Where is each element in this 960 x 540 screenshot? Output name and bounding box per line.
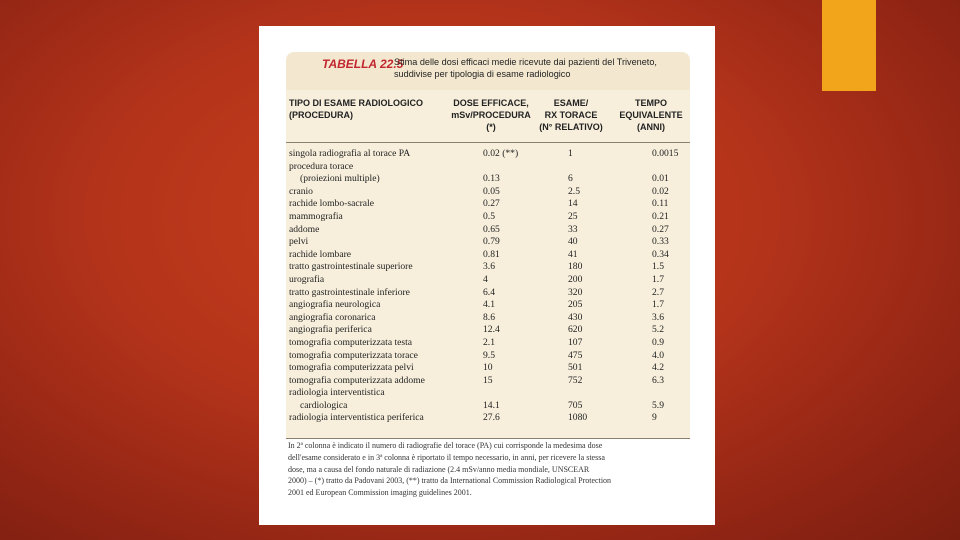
- cell-relative: 620: [568, 324, 583, 336]
- footnote-line: dell'esame considerato e in 3ª colonna è riportato il tempo necessario, in anni, per ricevere la stessa: [288, 452, 605, 462]
- dose-table: [286, 90, 690, 438]
- cell-exam: angiografia periferica: [289, 324, 372, 336]
- table-caption: [286, 52, 690, 90]
- header-divider: [286, 142, 690, 143]
- table-footnote: [288, 440, 692, 499]
- footnote-divider: [286, 438, 690, 439]
- cell-dose: 0.65: [483, 223, 500, 235]
- cell-relative: 40: [568, 236, 578, 248]
- cell-relative: 501: [568, 362, 583, 374]
- cell-years: 3.6: [652, 311, 664, 323]
- cell-exam: tratto gastrointestinale inferiore: [289, 286, 410, 298]
- cell-relative: 205: [568, 299, 583, 311]
- table-row: [286, 274, 690, 287]
- cell-years: 0.0015: [652, 148, 679, 159]
- cell-exam: addome: [289, 223, 320, 235]
- cell-years: 6.3: [652, 374, 664, 386]
- table-row: [286, 387, 690, 400]
- cell-relative: 180: [568, 261, 583, 273]
- cell-exam: tomografia computerizzata addome: [289, 374, 425, 386]
- cell-relative: 41: [568, 248, 578, 260]
- cell-exam: procedura torace: [289, 160, 354, 172]
- cell-dose: 2.1: [483, 336, 495, 348]
- footnote-line: In 2ª colonna è indicato il numero di radiografie del torace (PA) cui corrisponde la medesima dose: [288, 441, 603, 450]
- cell-relative: 33: [568, 223, 578, 235]
- table-row: [286, 173, 690, 186]
- cell-dose: 0.81: [483, 248, 500, 260]
- cell-exam: radiologia interventistica: [289, 387, 385, 399]
- cell-dose: 4.1: [483, 299, 495, 311]
- cell-years: 0.33: [652, 236, 669, 248]
- table-row: [286, 211, 690, 224]
- cell-relative: 6: [568, 173, 573, 185]
- cell-exam: tomografia computerizzata testa: [289, 336, 413, 348]
- table-row: [286, 324, 690, 337]
- cell-exam: angiografia coronarica: [289, 311, 376, 323]
- table-row: [286, 236, 690, 249]
- cell-years: 4.2: [652, 362, 664, 374]
- cell-dose: 4: [483, 273, 488, 285]
- cell-years: 9: [652, 412, 657, 424]
- cell-exam: tratto gastrointestinale superiore: [289, 261, 413, 273]
- cell-dose: 6.4: [483, 286, 495, 298]
- table-title: Stima delle dosi efficaci medie ricevute dai pazienti del Triveneto, suddivise per tipologia di esame radiologico: [394, 57, 657, 80]
- cell-years: 1.7: [652, 299, 664, 311]
- cell-exam: urografia: [289, 273, 325, 285]
- table-row: [286, 161, 690, 174]
- cell-dose: 0.13: [483, 173, 500, 185]
- table-row: [286, 224, 690, 237]
- cell-dose: 27.6: [483, 412, 500, 424]
- cell-exam: tomografia computerizzata torace: [289, 349, 418, 361]
- cell-years: 0.21: [652, 210, 669, 222]
- cell-dose: 12.4: [483, 324, 500, 336]
- cell-exam: mammografia: [289, 210, 343, 222]
- cell-exam: cardiologica: [300, 399, 348, 411]
- cell-dose: 14.1: [483, 399, 500, 411]
- footnote-line: dose, ma a causa del fondo naturale di radiazione (2.4 mSv/anno media mondiale, UNSCEAR: [288, 464, 590, 474]
- cell-dose: 10: [483, 362, 493, 374]
- header-effective-dose: DOSE EFFICACE, mSv/PROCEDURA (*): [451, 98, 531, 132]
- cell-years: 0.11: [652, 198, 669, 210]
- cell-exam: rachide lombare: [289, 248, 352, 260]
- table-row: [286, 287, 690, 300]
- cell-dose: 3.6: [483, 261, 495, 273]
- cell-relative: 25: [568, 210, 578, 222]
- header-equivalent-time: TEMPO EQUIVALENTE (ANNI): [619, 98, 683, 132]
- cell-years: 0.01: [652, 173, 669, 185]
- cell-dose: 0.02 (**): [483, 148, 519, 159]
- cell-dose: 8.6: [483, 311, 495, 323]
- footnote-line: 2000) – (*) tratto da Padovani 2003, (**) tratto da International Commission Radiological Protection: [288, 476, 612, 486]
- cell-dose: 0.05: [483, 185, 500, 197]
- table-row: [286, 261, 690, 274]
- table-row: [286, 337, 690, 350]
- cell-exam: cranio: [289, 185, 313, 197]
- table-row: [286, 412, 690, 425]
- cell-exam: rachide lombo-sacrale: [289, 198, 374, 210]
- cell-years: 5.9: [652, 399, 664, 411]
- cell-years: 1.5: [652, 261, 664, 273]
- cell-exam: (proiezioni multiple): [300, 173, 380, 185]
- cell-years: 4.0: [652, 349, 664, 361]
- cell-years: 0.27: [652, 223, 669, 235]
- cell-dose: 9.5: [483, 349, 495, 361]
- cell-years: 0.9: [652, 336, 664, 348]
- table-row: [286, 198, 690, 211]
- cell-years: 2.7: [652, 286, 664, 298]
- table-rows: [286, 148, 690, 425]
- table-row: [286, 148, 690, 161]
- table-row: [286, 249, 690, 262]
- cell-exam: singola radiografia al torace PA: [289, 148, 411, 159]
- cell-relative: 2.5: [568, 185, 580, 197]
- cell-relative: 430: [568, 311, 583, 323]
- cell-relative: 107: [568, 336, 583, 348]
- cell-exam: pelvi: [289, 236, 309, 248]
- table-row: [286, 362, 690, 375]
- cell-exam: angiografia neurologica: [289, 299, 381, 311]
- cell-relative: 1: [568, 148, 573, 159]
- accent-bar: [822, 0, 876, 91]
- table-row: [286, 312, 690, 325]
- table-label: TABELLA 22.5: [322, 57, 404, 71]
- table-row: [286, 375, 690, 388]
- header-exam-type: TIPO DI ESAME RADIOLOGICO (PROCEDURA): [289, 98, 424, 120]
- table-image: [259, 26, 715, 525]
- cell-years: 0.02: [652, 185, 669, 197]
- table-row: [286, 400, 690, 413]
- cell-exam: tomografia computerizzata pelvi: [289, 362, 414, 374]
- cell-relative: 320: [568, 286, 583, 298]
- cell-exam: radiologia interventistica periferica: [289, 412, 424, 424]
- footnote-line: 2001 ed European Commission imaging guidelines 2001.: [288, 488, 472, 498]
- table-row: [286, 350, 690, 363]
- cell-relative: 14: [568, 198, 578, 210]
- cell-years: 1.7: [652, 273, 664, 285]
- cell-dose: 15: [483, 374, 493, 386]
- cell-relative: 200: [568, 273, 583, 285]
- cell-dose: 0.79: [483, 236, 500, 248]
- cell-relative: 705: [568, 399, 583, 411]
- cell-relative: 752: [568, 374, 583, 386]
- cell-years: 5.2: [652, 324, 664, 336]
- header-chest-xray-ratio: ESAME/ RX TORACE (N° RELATIVO): [539, 98, 603, 132]
- cell-dose: 0.27: [483, 198, 500, 210]
- cell-relative: 1080: [568, 412, 588, 424]
- table-row: [286, 186, 690, 199]
- cell-relative: 475: [568, 349, 583, 361]
- cell-years: 0.34: [652, 248, 669, 260]
- table-row: [286, 299, 690, 312]
- cell-dose: 0.5: [483, 210, 495, 222]
